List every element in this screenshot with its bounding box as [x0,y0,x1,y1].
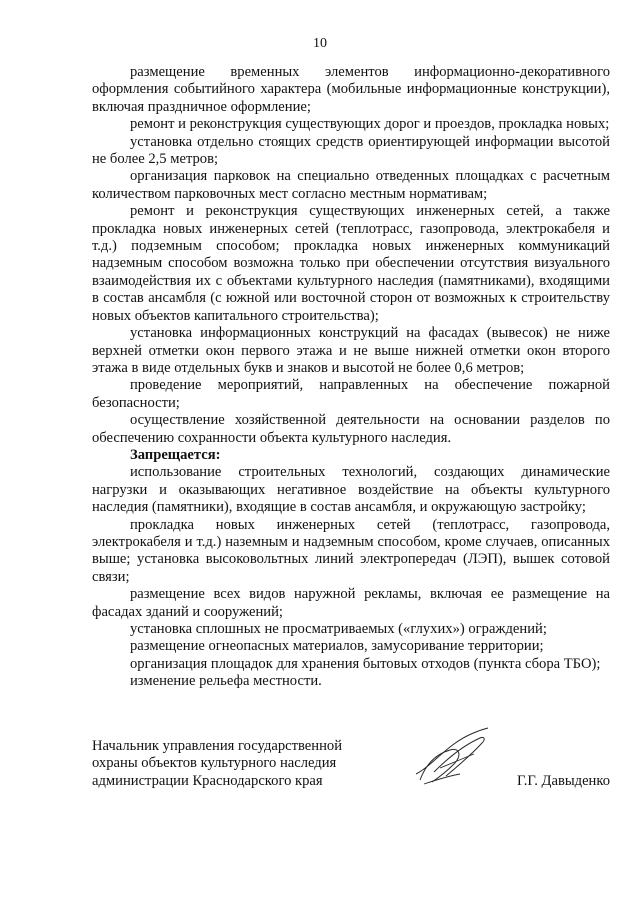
signatory-title-line: Начальник управления государственной [92,738,343,754]
signatory-name: Г.Г. Давыденко [516,772,610,789]
paragraph: установка информационных конструкций на фасадах (вывесок) не ниже верхней отметки окон первого этажа и не выше нижней отметки окон второго этажа в виде отдельных букв и знаков и высотой не более 0,6 метров; [92,325,610,376]
paragraph: установка отдельно стоящих средств ориентирующей информации высотой не более 2,5 метров; [92,133,610,168]
prohibited-item: организация площадок для хранения бытовых отходов (пункта сбора ТБО); [130,655,601,672]
paragraph: размещение временных элементов информационно-декоративного оформления событийного характера (мобильные информационные конструкции), включая праздничное оформление; [92,64,610,115]
signatory-title-line: охраны объектов культурного наследия [92,755,337,772]
paragraph: организация парковок на специально отведенных площадках с расчетным количеством парковочных мест согласно местным нормативам; [92,168,610,202]
prohibited-item: использование строительных технологий, создающих динамические нагрузки и оказывающих негативное воздействие на объекты культурного наследия (памятники), входящие в состав ансамбля, и окружающую застройку; [92,464,610,516]
paragraph: ремонт и реконструкция существующих инженерных сетей, а также прокладка новых инженерных сетей (теплотрасс, газопровода, электрокабеля и т.д.) подземным способом; прокладка новых инженерных коммуникаций надземным способом возможна только при обеспечении отсутствия визуального взаимодействия их с объектами культурного наследия (памятниками), входящими в состав ансамбля (с южной или восточной сторон от возможных к строительству новых объектов капитального строительства); [92,203,610,324]
paragraph: проведение мероприятий, направленных на обеспечение пожарной безопасности; [92,377,610,411]
prohibited-heading: Запрещается: [130,446,221,463]
prohibited-item: установка сплошных не просматриваемых («глухих») ограждений; [130,621,547,637]
prohibited-item: изменение рельефа местности. [130,673,322,690]
handwritten-signature [410,724,492,790]
document-body [92,64,610,691]
signature-block [92,738,610,808]
page-number: 10 [313,36,327,51]
signatory-title [92,738,342,790]
paragraph: осуществление хозяйственной деятельности на основании разделов по обеспечению сохранности объекта культурного наследия. [92,412,610,446]
paragraph: ремонт и реконструкция существующих дорог и проездов, прокладка новых; [130,116,610,133]
prohibited-item: размещение всех видов наружной рекламы, включая ее размещение на фасадах зданий и сооружений; [92,586,610,620]
prohibited-item: прокладка новых инженерных сетей (теплотрасс, газопровода, электрокабеля и т.д.) наземным и надземным способом, кроме случаев, описанных выше; установка высоковольтных линий электропередач (ЛЭП), вышек сотовой связи; [92,516,610,585]
signatory-title-line: администрации Краснодарского края [92,772,323,789]
prohibited-item: размещение огнеопасных материалов, замусоривание территории; [130,638,544,655]
